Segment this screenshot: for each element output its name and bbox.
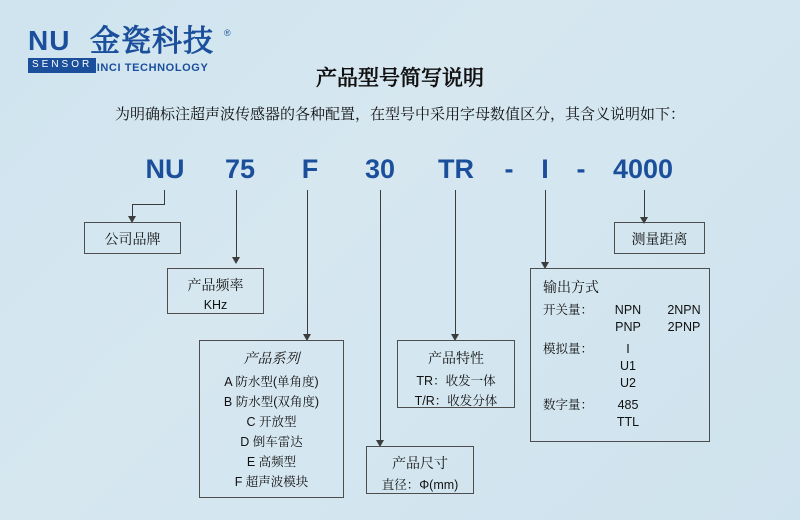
box-output-title: 输出方式 [543, 279, 599, 295]
box-output-label-digital: 数字量： [543, 398, 594, 412]
box-frequency [167, 268, 264, 314]
box-series-item-e: E 高频型 [246, 455, 297, 469]
code-segment-distance: 4000 [612, 154, 674, 184]
connector-series-vertical [307, 190, 308, 335]
box-output-value-digital-blank-1 [655, 397, 713, 414]
box-output-value-2pnp: 2PNP [667, 320, 701, 334]
logo-brand-en: JINCI TECHNOLOGY [90, 62, 209, 74]
box-output-label-blank-2 [543, 358, 601, 375]
box-output-value-u2: U2 [620, 376, 636, 390]
box-output-value-485: 485 [617, 398, 639, 412]
connector-feature-vertical [455, 190, 456, 335]
box-frequency-title: 产品频率 [187, 277, 244, 293]
box-size-title: 产品尺寸 [392, 455, 448, 471]
logo-sensor-tag: SENSOR [28, 58, 96, 73]
box-output-value-analog-blank-3 [655, 375, 713, 392]
box-output-value-digital-blank-2 [655, 414, 713, 431]
box-output-value-ttl: TTL [616, 415, 640, 429]
box-frequency-unit: KHz [203, 298, 228, 312]
box-output-row-analog-3 [543, 375, 709, 392]
box-series [199, 340, 344, 498]
box-feature-item-t-r: T/R：收发分体 [414, 394, 498, 408]
box-output-row-switch-1 [543, 302, 709, 319]
logo-registered-icon: ® [224, 28, 231, 38]
box-size [366, 446, 474, 494]
box-series-item-c: C 开放型 [246, 415, 297, 429]
logo-brand-abbr: NU [28, 25, 71, 56]
code-separator-1: - [504, 154, 514, 184]
page-title: 产品型号简写说明 [316, 67, 484, 90]
code-segment-series: F [301, 154, 319, 184]
connector-frequency-arrow [232, 257, 240, 264]
box-brand [84, 222, 181, 254]
box-output-row-digital-1 [543, 397, 709, 414]
logo-brand-cn: 金瓷科技 [90, 25, 214, 58]
code-segment-size: 30 [364, 154, 396, 184]
box-feature-item-tr: TR：收发一体 [416, 374, 496, 388]
box-output-label-blank-3 [543, 375, 601, 392]
box-output-row-digital-2 [543, 414, 709, 431]
code-segment-feature: TR [438, 154, 474, 184]
box-feature [397, 340, 515, 408]
box-series-item-f: F 超声波模块 [234, 475, 309, 489]
box-output-label-blank-1 [543, 319, 601, 336]
box-output-value-2npn: 2NPN [667, 303, 701, 317]
box-series-item-a: A 防水型(单角度) [224, 375, 319, 389]
page-subtitle: 为明确标注超声波传感器的各种配置，在型号中采用字母数值区分，其含义说明如下： [114, 106, 685, 123]
box-series-item-d: D 倒车雷达 [240, 435, 303, 449]
box-output-label-analog: 模拟量： [543, 342, 594, 356]
box-output [530, 268, 710, 442]
box-output-value-pnp: PNP [615, 320, 641, 334]
box-output-label-blank-4 [543, 414, 601, 431]
box-distance [614, 222, 705, 254]
box-output-value-analog-blank-1 [655, 341, 713, 358]
box-output-value-u1: U1 [620, 359, 636, 373]
box-feature-title: 产品特性 [428, 350, 484, 366]
connector-brand-vertical-top [164, 190, 165, 204]
box-brand-title: 公司品牌 [104, 231, 161, 247]
box-output-row-analog-2 [543, 358, 709, 375]
code-separator-2: - [576, 154, 586, 184]
connector-size-vertical [380, 190, 381, 441]
box-output-row-switch-2 [543, 319, 709, 336]
connector-brand-horizontal [132, 204, 165, 205]
code-segment-brand: NU [145, 154, 185, 184]
box-series-item-b: B 防水型(双角度) [223, 395, 320, 409]
box-distance-title: 测量距离 [631, 231, 688, 247]
box-output-value-analog-blank-2 [655, 358, 713, 375]
box-size-detail: 直径：Φ(mm) [381, 478, 459, 492]
box-output-label-switch: 开关量： [543, 303, 594, 317]
connector-frequency-vertical [236, 190, 237, 258]
connector-distance-vertical [644, 190, 645, 218]
connector-output-vertical [545, 190, 546, 263]
box-output-value-i: I [626, 342, 630, 356]
box-output-value-npn: NPN [614, 303, 642, 317]
code-segment-frequency: 75 [224, 154, 256, 184]
box-series-title: 产品系列 [243, 350, 300, 366]
box-output-row-analog-1 [543, 341, 709, 358]
code-segment-output: I [541, 154, 549, 184]
